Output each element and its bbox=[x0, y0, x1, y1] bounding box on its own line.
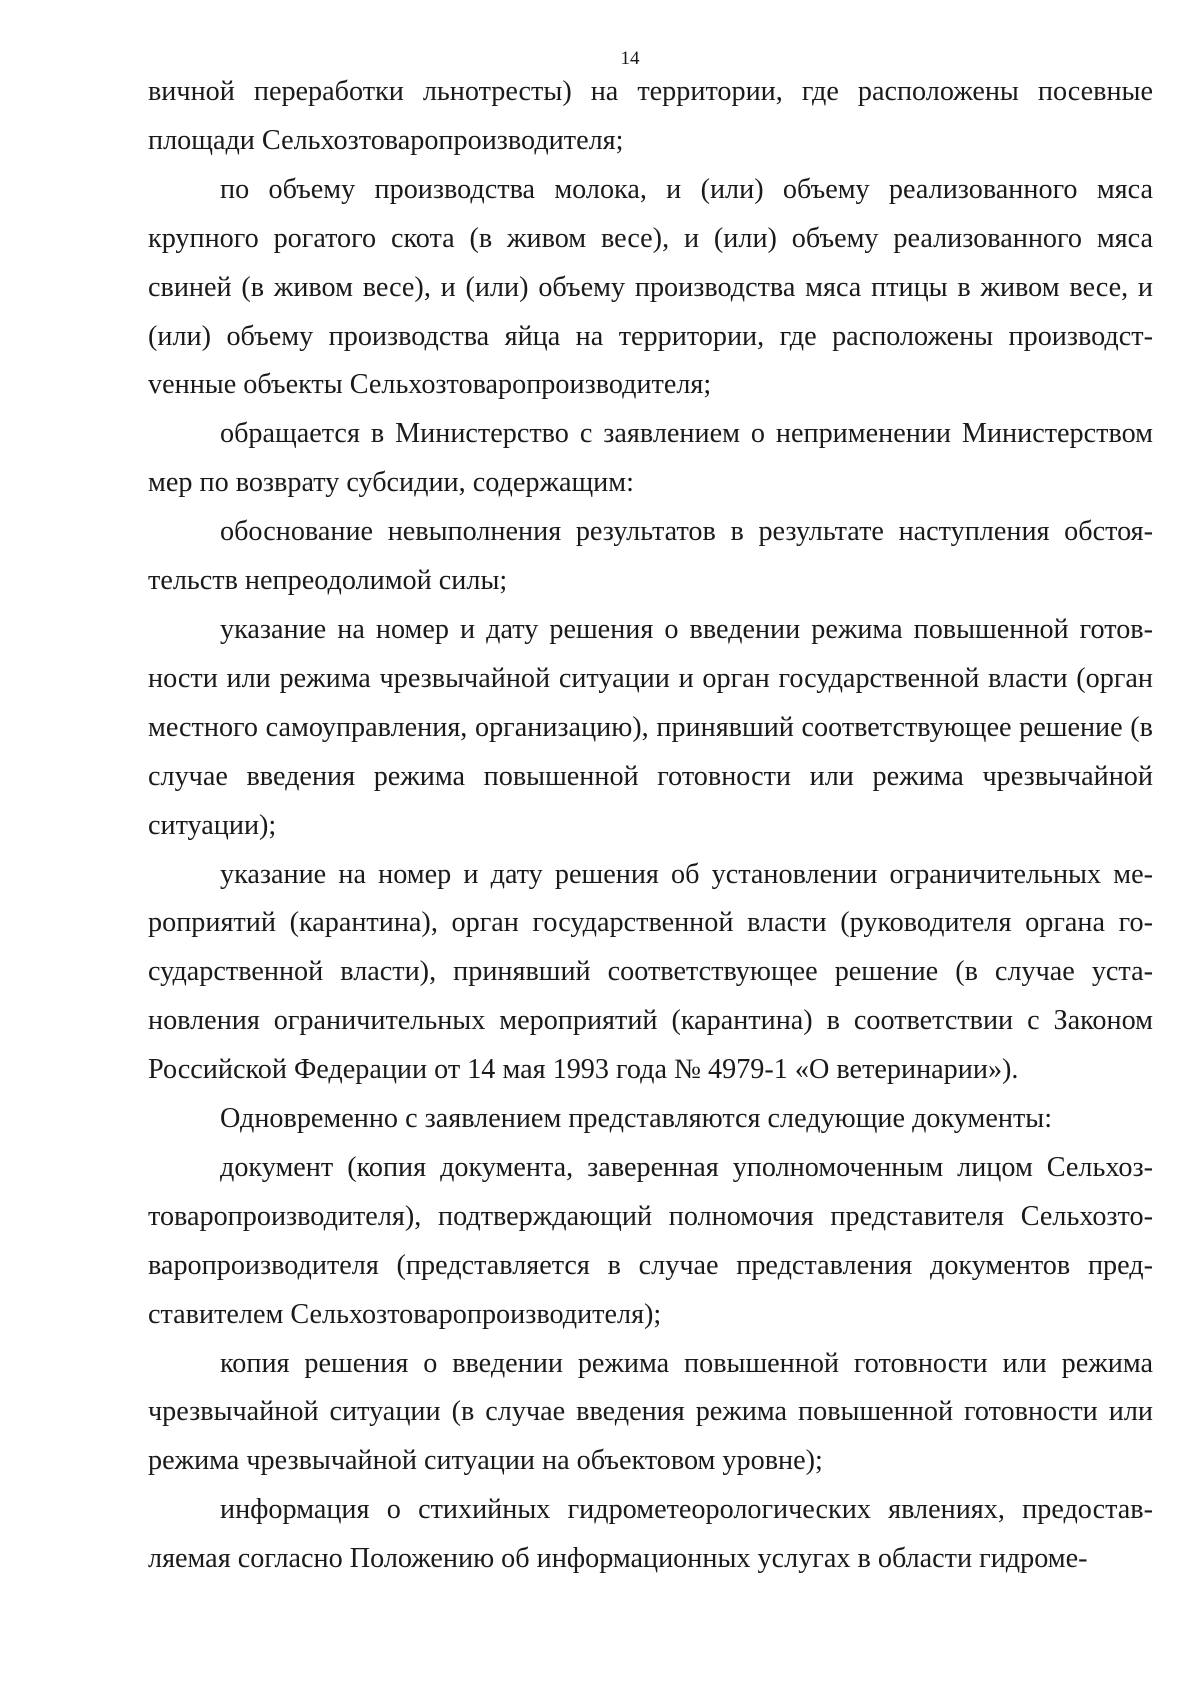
page-number: 14 bbox=[620, 48, 640, 69]
paragraph-production-volume: по объему производства молока, и (или) объему реализованного мяса крупного рогатого скота (в живом весе), и (или) объему реализованного мяса свиней (в живом весе), и (или) объему производства мяса птицы в живом весе, и (или) объему производства яйца на территории, где расположены производстvенные объекты Сельхозтоваропроизводителя; bbox=[148, 173, 1153, 401]
paragraph-documents-intro: Одновременно с заявлением представляются следующие документы: bbox=[220, 1103, 1053, 1135]
paragraph-emergency-copy: копия решения о введении режима повышенной готовности или режима чрезвычайной ситуации (в случае введения режима повышенной готовности или режима чрезвычайной ситуации на объектовом уровне); bbox=[148, 1347, 1153, 1477]
paragraph-authority-document: документ (копия документа, заверенная уполномоченным лицом Сельхозтоваропроизводителя), подтверждающий полномочия представителя Сельхозтоваропроизводителя (представляется в случае представления документов представителем Сельхозтоваропроизводителя); bbox=[148, 1151, 1153, 1330]
paragraph-continuation: вичной переработки льнотресты) на территории, где расположены посевные площади Сельхозтоваропроизводителя; bbox=[148, 76, 1153, 156]
paragraph-ministry-application: обращается в Министерство с заявлением о неприменении Министерством мер по возврату субсидии, содержащим: bbox=[148, 418, 1153, 499]
paragraph-force-majeure: обоснование невыполнения результатов в результате наступления обстоятельств непреодолимой силы; bbox=[148, 516, 1153, 597]
paragraph-quarantine-decision: указание на номер и дату решения об установлении ограничительных мероприятий (карантина), орган государственной власти (руководителя органа государственной власти), принявший соответствующее решение (в случае установления ограничительных мероприятий (карантина) в соответствии с Законом Российской Федерации от 14 мая 1993 года № 4979-1 «О ветеринарии»). bbox=[148, 858, 1153, 1086]
paragraph-emergency-decision: указание на номер и дату решения о введении режима повышенной готовности или режима чрезвычайной ситуации и орган государственной власти (орган местного самоуправления, организацию), принявший соответствующее решение (в случае введения режима повышенной готовности или режима чрезвычайной ситуации); bbox=[148, 613, 1153, 841]
paragraph-hydromet-info: информация о стихийных гидрометеорологических явлениях, предоставляемая согласно Положению об информационных услугах в области гидроме- bbox=[148, 1494, 1153, 1575]
document-body bbox=[148, 68, 1153, 1584]
